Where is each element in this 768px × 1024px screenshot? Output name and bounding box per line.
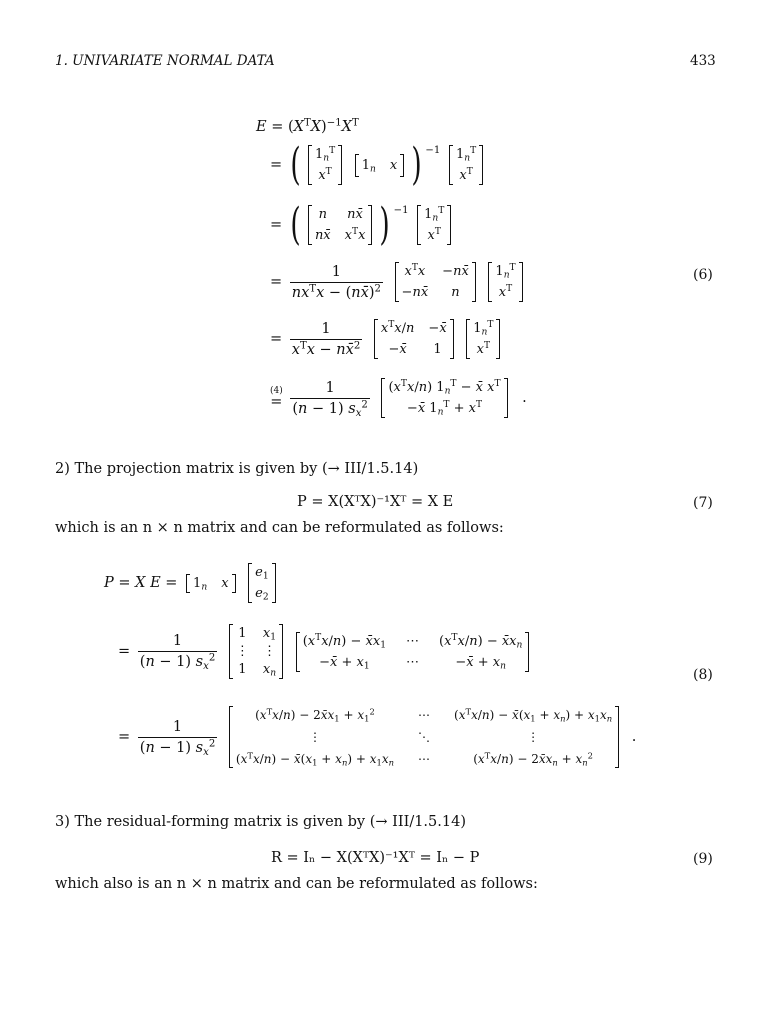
eq-e-line4: = $\frac{1}{nx^Tx - (nx̄)^2}$ $x^Tx$ −nx̄ −nx̄ n $1_n^T$ $x^T$ [270, 262, 527, 302]
eq-p-period: . [631, 729, 637, 745]
step-4-mark: (4) [270, 386, 283, 397]
running-header: 1. UNIVARIATE NORMAL DATA [55, 53, 275, 69]
eq-e-line3: = ( n nx̄ nx̄ $x^Tx$ ) $^{-1}$ $1_n^T$ $x^T$ [270, 203, 455, 247]
equation-number-7: (7) [693, 495, 713, 511]
eq-e-line2: = ( $1_n^T$ $x^T$ $1_n$ x ) $^{-1}$ $1_n^T$ $x^T$ [270, 143, 487, 187]
equation-number-6: (6) [693, 267, 713, 283]
item-3-after: which also is an n × n matrix and can be reformulated as follows: [55, 876, 538, 892]
equation-P: P = X(XᵀX)⁻¹Xᵀ = X E [297, 494, 454, 510]
equation-number-8: (8) [693, 667, 713, 683]
equation-number-9: (9) [693, 851, 713, 867]
eq-p-line2: = $\frac{1}{(n - 1) s_x^2}$ 1 $x_1$ ⋮ ⋮ 1 $x_n$ $(x^Tx/n)$ − $x̄x_1$ ⋯ $(x^Tx/n)$ − $x̄x_n$ −x̄ + $x_1$ ⋯ −x̄ + $x_n$ [118, 624, 533, 679]
item-2-intro: 2) The projection matrix is given by (→ III/1.5.14) [55, 461, 419, 477]
eq-p-line1: P = X E = $1_n$ x $e_1$ $e_2$ [104, 563, 280, 603]
eq-e-period: . [522, 390, 527, 406]
page-number: 433 [690, 53, 716, 69]
equation-R: R = Iₙ − X(XᵀX)⁻¹Xᵀ = Iₙ − P [271, 850, 480, 866]
eq-e-line5: = $\frac{1}{x^Tx - nx̄^2}$ $x^Tx/n$ −x̄ −x̄ 1 $1_n^T$ $x^T$ [270, 319, 504, 359]
eq-e-line1: $E = (X^TX)^{-1}X^T$ [256, 117, 359, 135]
item-3-intro: 3) The residual-forming matrix is given by (→ III/1.5.14) [55, 814, 466, 830]
eq-p-line3: = $\frac{1}{(n - 1) s_x^2}$ $(x^Tx/n)$ − $2x̄x_1 + x_1^2$ ⋯ $(x^Tx/n)$ − $x̄(x_1 + x_n) + x_1x_n$ ⋮ ⋱ ⋮ $(x^Tx/n)$ − $x̄(x_1 + x_n) + x_1x_n$ ⋯ $(x^Tx/n)$ − $2x̄x_n + x_n^2$ . [118, 706, 637, 768]
item-2-after: which is an n × n matrix and can be reformulated as follows: [55, 520, 504, 536]
eq-e-line6: (4) = $\frac{1}{(n - 1) s_x^2}$ $(x^Tx/n) 1_n^T$ − x̄ $x^T$ −x̄ $1_n^T + x^T$ . [270, 379, 527, 419]
